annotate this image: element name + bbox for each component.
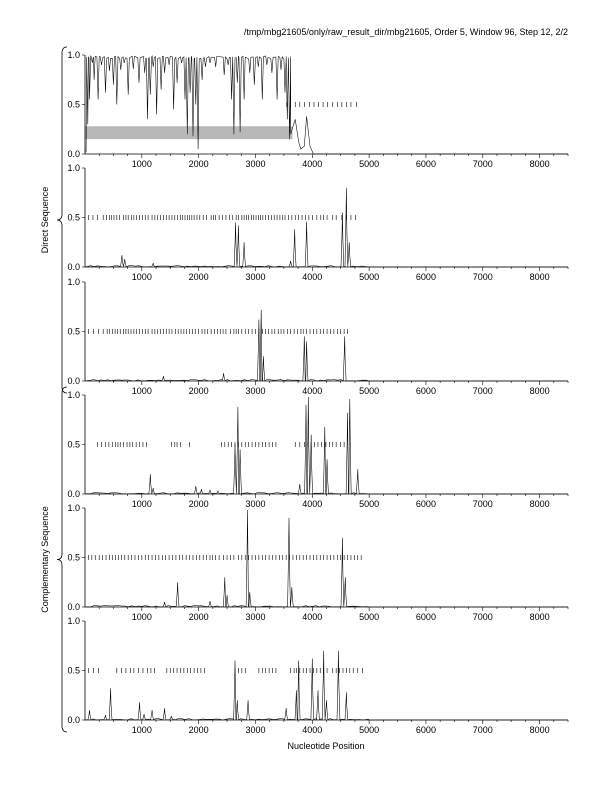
bracket-shape	[57, 47, 67, 393]
x-tick-label: 3000	[245, 725, 266, 735]
panel-4	[67, 390, 568, 509]
y-tick-label: 1.0	[67, 50, 80, 60]
group-bracket-2	[40, 387, 67, 732]
x-tick-label: 6000	[415, 612, 436, 622]
x-tick-label: 5000	[359, 386, 380, 396]
x-tick-label: 5000	[359, 612, 380, 622]
x-tick-label: 1000	[131, 612, 152, 622]
y-tick-label: 1.0	[67, 390, 80, 400]
panel-1	[67, 50, 568, 169]
x-tick-label: 4000	[302, 159, 323, 169]
x-tick-label: 3000	[245, 159, 266, 169]
x-tick-label: 4000	[302, 725, 323, 735]
y-tick-label: 0.5	[67, 326, 80, 337]
y-tick-label: 0.5	[67, 439, 80, 450]
orf-markers	[287, 102, 357, 107]
y-tick-label: 0.0	[67, 489, 80, 499]
x-tick-label: 6000	[415, 725, 436, 735]
y-tick-label: 0.0	[67, 715, 80, 725]
panel-5	[67, 503, 568, 622]
x-tick-label: 8000	[529, 386, 550, 396]
y-tick-label: 1.0	[67, 503, 80, 513]
x-tick-label: 3000	[245, 499, 266, 509]
x-tick-label: 5000	[359, 159, 380, 169]
chart-title: /tmp/mbg21605/only/raw_result_dir/mbg21605, Order 5, Window 96, Step 12, 2/2	[243, 27, 568, 37]
panel-2	[67, 163, 568, 282]
panel-6	[67, 616, 568, 735]
orf-markers	[88, 215, 355, 220]
y-tick-label: 1.0	[67, 277, 80, 287]
x-tick-label: 1000	[131, 159, 152, 169]
x-tick-label: 6000	[415, 386, 436, 396]
probability-trace	[85, 188, 568, 267]
orf-markers	[98, 442, 345, 447]
group-label: Direct Sequence	[40, 186, 50, 254]
x-tick-label: 2000	[188, 725, 209, 735]
x-tick-label: 8000	[529, 725, 550, 735]
x-tick-label: 1000	[131, 725, 152, 735]
y-tick-label: 0.0	[67, 376, 80, 386]
probability-trace	[85, 651, 568, 720]
probability-trace	[85, 510, 568, 607]
x-tick-label: 2000	[188, 612, 209, 622]
group-label: Complementary Sequence	[40, 506, 50, 613]
x-tick-label: 1000	[131, 272, 152, 282]
x-tick-label: 5000	[359, 499, 380, 509]
x-tick-label: 4000	[302, 499, 323, 509]
x-tick-label: 1000	[131, 499, 152, 509]
x-tick-label: 1000	[131, 386, 152, 396]
y-tick-label: 0.0	[67, 262, 80, 272]
y-tick-label: 0.5	[67, 665, 80, 676]
group-brackets	[40, 47, 67, 732]
bracket-shape	[57, 387, 67, 732]
y-tick-label: 0.5	[67, 552, 80, 563]
x-tick-label: 4000	[302, 272, 323, 282]
x-tick-label: 6000	[415, 272, 436, 282]
orf-markers	[88, 329, 347, 334]
x-tick-label: 2000	[188, 159, 209, 169]
x-tick-label: 8000	[529, 612, 550, 622]
y-tick-label: 0.0	[67, 149, 80, 159]
x-tick-label: 4000	[302, 612, 323, 622]
x-tick-label: 2000	[188, 499, 209, 509]
orf-markers	[88, 668, 362, 673]
x-tick-label: 4000	[302, 386, 323, 396]
frame-highlight-band	[85, 126, 292, 139]
panels-layer	[67, 50, 568, 735]
probability-trace	[85, 56, 568, 154]
probability-trace	[85, 397, 568, 494]
x-tick-label: 7000	[472, 499, 493, 509]
x-tick-label: 3000	[245, 272, 266, 282]
x-tick-label: 7000	[472, 386, 493, 396]
x-tick-label: 2000	[188, 386, 209, 396]
y-tick-label: 0.5	[67, 212, 80, 223]
x-tick-label: 8000	[529, 499, 550, 509]
x-tick-label: 3000	[245, 612, 266, 622]
probability-trace	[85, 310, 568, 381]
x-tick-label: 8000	[529, 272, 550, 282]
x-tick-label: 3000	[245, 386, 266, 396]
x-tick-label: 2000	[188, 272, 209, 282]
x-tick-label: 7000	[472, 272, 493, 282]
panel-3	[67, 277, 568, 396]
x-tick-label: 7000	[472, 612, 493, 622]
y-tick-label: 0.0	[67, 602, 80, 612]
y-tick-label: 1.0	[67, 616, 80, 626]
orf-markers	[88, 555, 361, 560]
x-tick-label: 7000	[472, 159, 493, 169]
x-axis-label: Nucleotide Position	[287, 741, 365, 751]
x-tick-label: 8000	[529, 159, 550, 169]
group-bracket-1	[40, 47, 67, 393]
x-tick-label: 5000	[359, 272, 380, 282]
x-tick-label: 6000	[415, 159, 436, 169]
y-tick-label: 1.0	[67, 163, 80, 173]
y-tick-label: 0.5	[67, 99, 80, 110]
x-tick-label: 5000	[359, 725, 380, 735]
x-tick-label: 6000	[415, 499, 436, 509]
x-tick-label: 7000	[472, 725, 493, 735]
